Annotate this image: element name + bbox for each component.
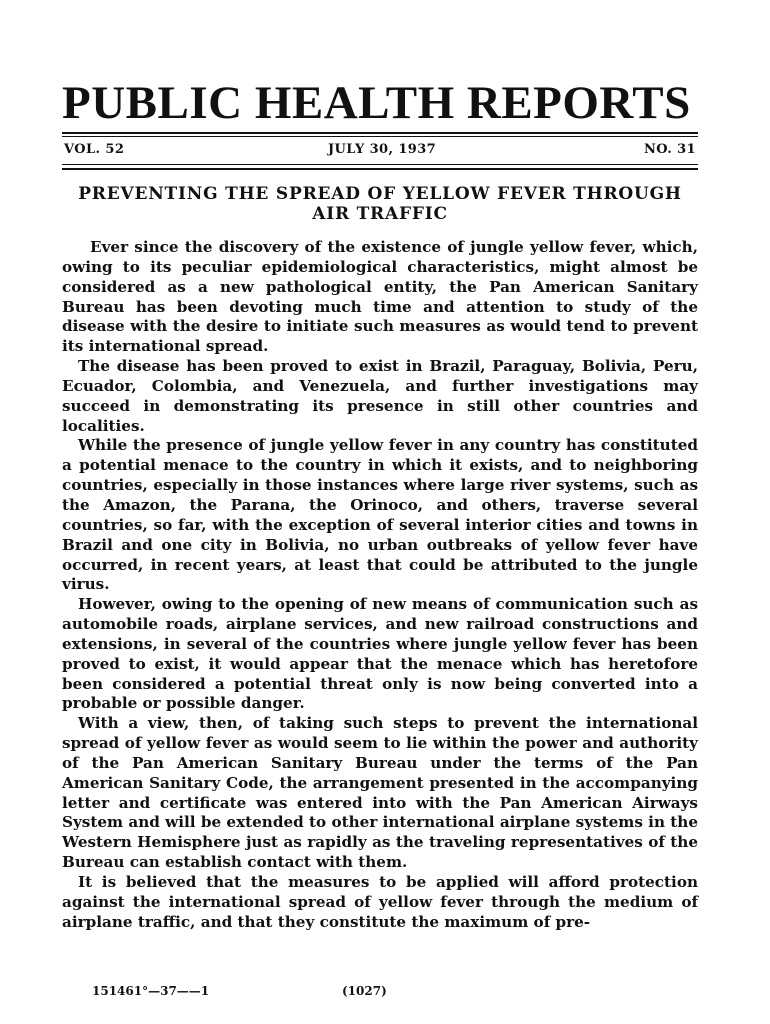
print-code: 151461°—37——1 [92, 984, 210, 998]
article-title-line-2: AIR TRAFFIC [312, 204, 448, 224]
masthead-rule-top-thin [62, 136, 698, 137]
paragraph-6: It is believed that the measures to be applied will afford protection against the international spread of yellow fever through the medium of airplane traffic, and that they constitute the maximum of pre- [62, 873, 698, 931]
article-body [62, 238, 698, 933]
volume-label: VOL. 52 [64, 142, 125, 157]
article-title [60, 184, 700, 224]
paragraph-3: While the presence of jungle yellow fever in any country has constituted a potential menace to the country in which it exists, and to neighboring countries, especially in those instances where large river systems, such as the Amazon, the Parana, the Orinoco, and others, traverse several countries, so far, with the exception of several interior cities and towns in Brazil and one city in Bolivia, no urban outbreaks of yellow fever have occurred, in recent years, at least that could be attributed to the jungle virus. [62, 436, 698, 594]
issue-date: JULY 30, 1937 [328, 142, 437, 157]
issue-line [62, 142, 698, 162]
masthead-rule-top [62, 132, 698, 134]
issue-rule-bottom [62, 168, 698, 170]
article-title-line-1: PREVENTING THE SPREAD OF YELLOW FEVER THROUGH [78, 184, 682, 204]
paragraph-2: The disease has been proved to exist in Brazil, Paraguay, Bolivia, Peru, Ecuador, Colombia, and Venezuela, and further investigations may succeed in demonstrating its presence in still other countries and localities. [62, 357, 698, 435]
paragraph-4: However, owing to the opening of new means of communication such as automobile roads, airplane services, and new railroad constructions and extensions, in several of the countries where jungle yellow fever has been proved to exist, it would appear that the menace which has heretofore been considered a potential threat only is now being converted into a probable or possible danger. [62, 595, 698, 713]
masthead-title: PUBLIC HEALTH REPORTS [62, 77, 691, 129]
page-number: (1027) [342, 984, 387, 998]
issue-number: NO. 31 [644, 142, 696, 157]
paragraph-5: With a view, then, of taking such steps to prevent the international spread of yellow fever as would seem to lie within the power and authority of the Pan American Sanitary Bureau under the terms of the Pan American Sanitary Code, the arrangement presented in the accompanying letter and certificate was entered into with the Pan American Airways System and will be extended to other international airplane systems in the Western Hemisphere just as rapidly as the traveling representatives of the Bureau can establish contact with them. [62, 714, 698, 872]
issue-rule-bottom-thin [62, 164, 698, 165]
paragraph-1: Ever since the discovery of the existence of jungle yellow fever, which, owing to its peculiar epidemiological characteristics, might almost be considered as a new pathological entity, the Pan American Sanitary Bureau has been devoting much time and attention to study of the disease with the desire to initiate such measures as would tend to prevent its international spread. [62, 238, 698, 356]
